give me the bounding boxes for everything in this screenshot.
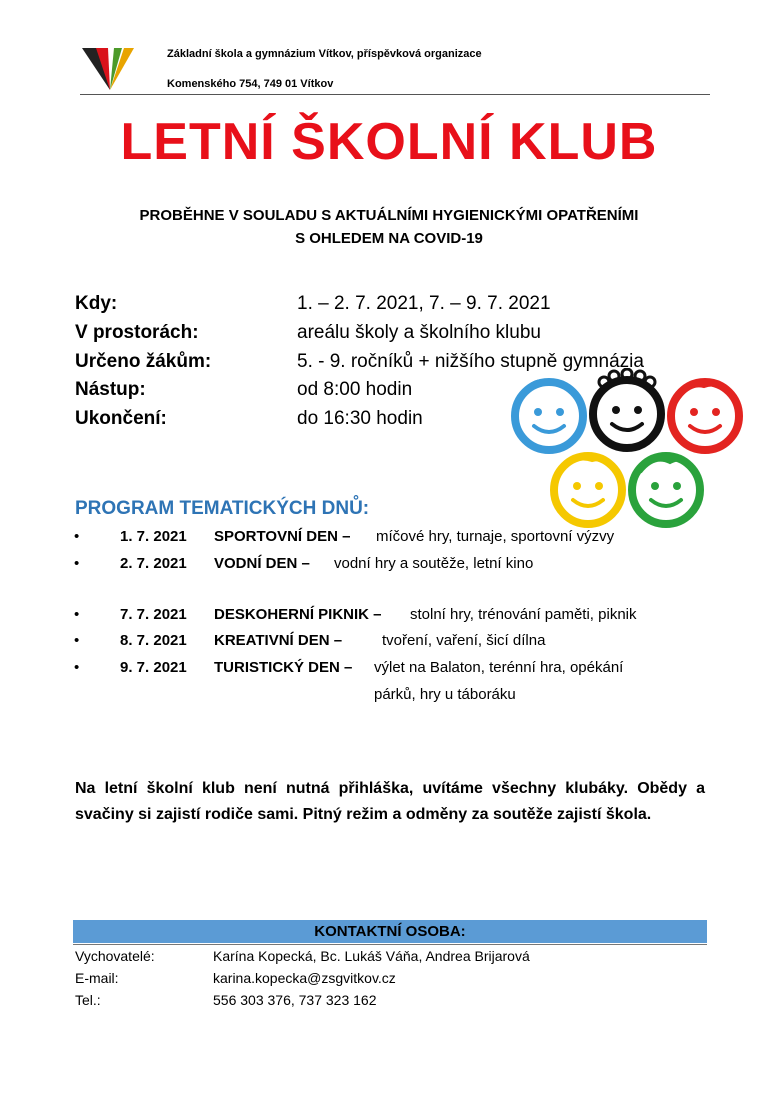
program-desc: míčové hry, turnaje, sportovní výzvy (376, 528, 615, 545)
school-address: Komenského 754, 749 01 Vítkov (167, 78, 334, 90)
header-divider (80, 94, 710, 95)
program-name: KREATIVNÍ DEN – (214, 632, 343, 649)
info-note: Na letní školní klub není nutná přihláška, uvítáme všechny klubáky. Obědy a svačiny si zajistí rodiče sami. Pitný režim a odměny za soutěže zajistí škola. (75, 780, 705, 823)
program-desc: stolní hry, trénování paměti, piknik (410, 606, 637, 623)
bullet-icon: • (74, 632, 80, 649)
page-title: LETNÍ ŠKOLNÍ KLUB (120, 113, 658, 171)
program-desc: tvoření, vaření, šicí dílna (382, 632, 546, 649)
contact-value-educators: Karína Kopecká, Bc. Lukáš Váňa, Andrea Brijarová (213, 948, 530, 964)
subtitle-line-2: S OHLEDEM NA COVID-19 (295, 230, 483, 247)
contact-divider (73, 944, 707, 945)
contact-value-phone: 556 303 376, 737 323 162 (213, 992, 377, 1008)
subtitle-line-1: PROBĚHNE V SOULADU S AKTUÁLNÍMI HYGIENICKÝMI OPATŘENÍMI (139, 207, 639, 224)
info-value-end: do 16:30 hodin (297, 408, 423, 429)
bullet-icon: • (74, 659, 80, 676)
black-smiley-icon (593, 369, 661, 448)
bullet-icon: • (74, 606, 80, 623)
program-name: SPORTOVNÍ DEN – (214, 528, 351, 545)
school-logo (80, 44, 136, 92)
info-value-when: 1. – 2. 7. 2021, 7. – 9. 7. 2021 (297, 293, 551, 314)
yellow-smiley-icon (554, 456, 622, 524)
info-label-when: Kdy: (75, 293, 118, 314)
smiley-faces-illustration (508, 368, 746, 540)
contact-heading: KONTAKTNÍ OSOBA: (73, 920, 707, 943)
red-smiley-icon (671, 382, 739, 450)
info-label-end: Ukončení: (75, 408, 167, 429)
bullet-icon: • (74, 528, 80, 545)
contact-email-link[interactable]: karina.kopecka@zsgvitkov.cz (213, 970, 396, 986)
program-date: 2. 7. 2021 (120, 555, 187, 572)
program-name: VODNÍ DEN – (214, 555, 310, 572)
program-desc: výlet na Balaton, terénní hra, opékání (374, 659, 624, 676)
program-date: 9. 7. 2021 (120, 659, 187, 676)
program-date: 1. 7. 2021 (120, 528, 187, 545)
bullet-icon: • (74, 555, 80, 572)
program-date: 7. 7. 2021 (120, 606, 187, 623)
info-value-place: areálu školy a školního klubu (297, 322, 541, 343)
program-heading: PROGRAM TEMATICKÝCH DNŮ: (75, 498, 370, 519)
contact-label-educators: Vychovatelé: (75, 948, 155, 964)
info-value-for: 5. - 9. ročníků + nižšího stupně gymnázia (297, 351, 644, 372)
green-smiley-icon (632, 456, 700, 524)
info-value-start: od 8:00 hodin (297, 379, 413, 400)
program-date: 8. 7. 2021 (120, 632, 187, 649)
info-label-start: Nástup: (75, 379, 146, 400)
program-desc-continued: párků, hry u táboráku (374, 686, 516, 703)
contact-label-phone: Tel.: (75, 992, 101, 1008)
school-name: Základní škola a gymnázium Vítkov, příspěvková organizace (167, 48, 482, 60)
contact-label-email: E-mail: (75, 970, 119, 986)
program-name: TURISTICKÝ DEN – (214, 659, 353, 676)
info-label-place: V prostorách: (75, 322, 199, 343)
blue-smiley-icon (515, 381, 583, 450)
program-name: DESKOHERNÍ PIKNIK – (214, 606, 382, 623)
info-label-for: Určeno žákům: (75, 351, 212, 372)
program-desc: vodní hry a soutěže, letní kino (334, 555, 534, 572)
